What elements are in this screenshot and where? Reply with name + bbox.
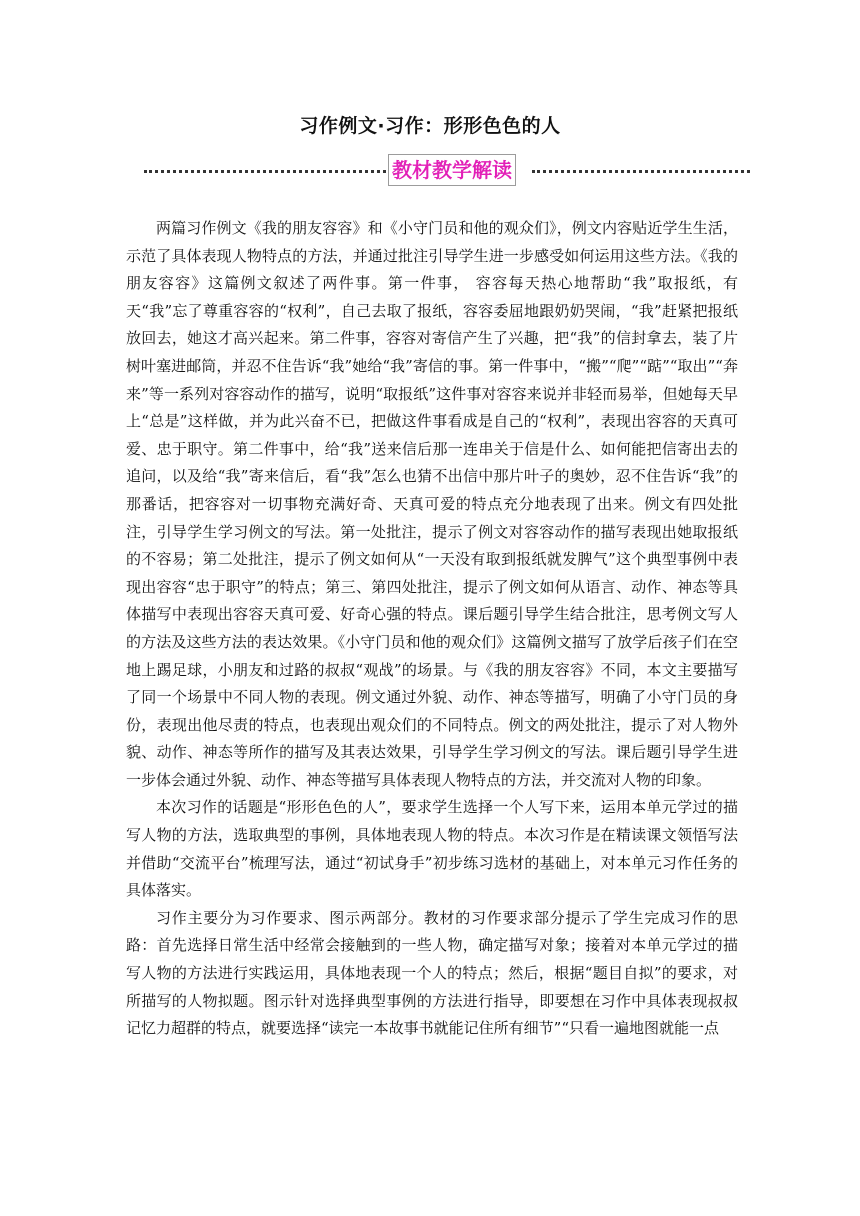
dotted-divider-right — [532, 170, 750, 173]
document-title: 习作例文·习作：形形色色的人 — [299, 115, 561, 137]
section-banner — [114, 152, 746, 188]
paragraph: 本次习作的话题是“形形色色的人”，要求学生选择一个人写下来，运用本单元学过的描写人物的方法，选取典型的事例，具体地表现人物的特点。本次习作是在精读课文领悟写法并借助“交流平台”梳理写法，通过“初试身手”初步练习选材的基础上，对本单元习作任务的具体落实。 — [126, 798, 738, 900]
paragraph: 两篇习作例文《我的朋友容容》和《小守门员和他的观众们》，例文内容贴近学生生活，示范了具体表现人物特点的方法，并通过批注引导学生进一步感受如何运用这些方法。《我的朋友容容》这篇例文叙述了两件事。第一件事， 容容每天热心地帮助“我”取报纸，有天“我”忘了尊重容容的“权利”，自己去取了报纸，容容委屈地跟奶奶哭闹，“我”赶紧把报纸放回去，她这才高兴起来。第二件事，容容对寄信产生了兴趣，把“我”的信封拿去，装了片树叶塞进邮筒，并忍不住告诉“我”她给“我”寄信的事。第一件事中，“搬”“爬”“踮”“取出”“奔来”等一系列对容容动作的描写，说明“取报纸”这件事对容容来说并非轻而易举，但她每天早上“总是”这样做，并为此兴奋不已，把做这件事看成是自己的“权利”，表现出容容的天真可爱、忠于职守。第二件事中，给“我”送来信后那一连串关于信是什么、如何能把信寄出去的追问，以及给“我”寄来信后，看“我”怎么也猜不出信中那片叶子的奥妙，忍不住告诉“我”的那番话，把容容对一切事物充满好奇、天真可爱的特点充分地表现了出来。例文有四处批注，引导学生学习例文的写法。第一处批注，提示了例文对容容动作的描写表现出她取报纸的不容易；第二处批注，提示了例文如何从“一天没有取到报纸就发脾气”这个典型事例中表现出容容“忠于职守”的特点；第三、第四处批注，提示了例文如何从语言、动作、神态等具体描写中表现出容容天真可爱、好奇心强的特点。课后题引导学生结合批注，思考例文写人的方法及这些方法的表达效果。《小守门员和他的观众们》这篇例文描写了放学后孩子们在空地上踢足球，小朋友和过路的叔叔“观战”的场景。与《我的朋友容容》不同，本文主要描写了同一个场景中不同人物的表现。例文通过外貌、动作、神态等描写，明确了小守门员的身份，表现出他尽责的特点，也表现出观众们的不同特点。例文的两处批注，提示了对人物外貌、动作、神态等所作的描写及其表达效果，引导学生学习例文的写法。课后题引导学生进一步体会通过外貌、动作、神态等描写具体表现人物特点的方法，并交流对人物的印象。 — [126, 219, 738, 789]
dotted-divider-left — [144, 170, 386, 173]
paragraph: 习作主要分为习作要求、图示两部分。教材的习作要求部分提示了学生完成习作的思路：首先选择日常生活中经常会接触到的一些人物，确定描写对象；接着对本单元学过的描写人物的方法进行实践运用，具体地表现一个人的特点；然后，根据“题目自拟”的要求，对所描写的人物拟题。图示针对选择典型事例的方法进行指导，即要想在习作中具体表现叔叔记忆力超群的特点，就要选择“读完一本故事书就能记住所有细节”“只看一遍地图就能一点 — [126, 908, 738, 1038]
body-text — [126, 215, 738, 1043]
section-heading: 教材教学解读 — [388, 154, 516, 186]
